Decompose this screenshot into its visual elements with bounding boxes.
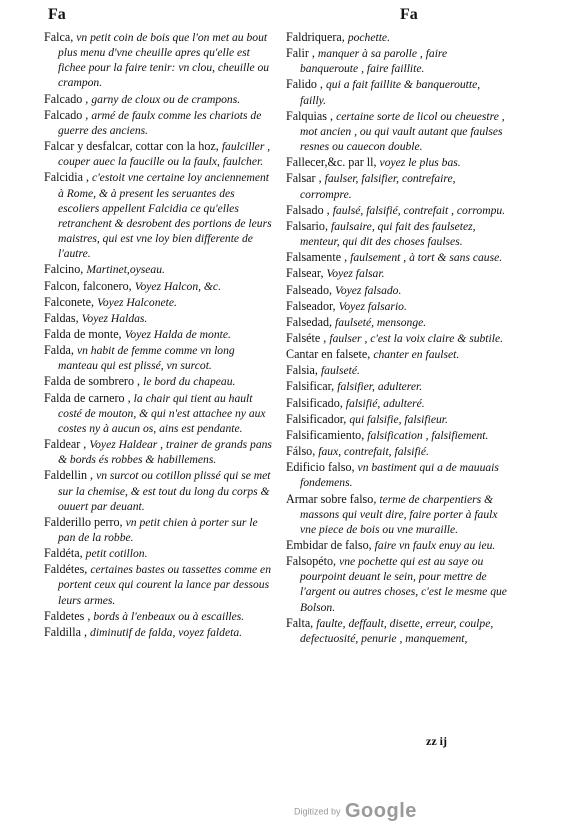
entry-definition: Voyez falsario. <box>338 299 407 313</box>
entry-definition: vn habit de femme comme vn long manteau qui est plissé, vn surcot. <box>58 344 235 373</box>
entry-definition: manquer à sa parolle , faire banqueroute , faire faillite. <box>300 47 448 76</box>
entry-headword: Falseador, <box>286 298 336 313</box>
entry-definition: qui a fait faillite & banqueroutte, failly. <box>300 78 481 107</box>
entry-headword: Falcino, <box>44 262 84 277</box>
entry-definition: bords à l'enbeaux ou à escailles. <box>93 609 245 623</box>
entry-headword: Falda de carnero , <box>44 390 131 405</box>
entry-headword: Falséte , <box>286 330 327 345</box>
dictionary-entry <box>286 396 508 411</box>
entry-definition: faulsement , à tort & sans cause. <box>350 251 503 265</box>
entry-headword: Faldetes , <box>44 608 91 623</box>
entry-definition: terme de charpentiers & massons qui veult dire, faire porter à faulx vne piece de bois ou vne muraille. <box>300 492 498 536</box>
entry-definition: Voyez falsar. <box>326 267 385 281</box>
dictionary-entry <box>286 347 508 362</box>
dictionary-entry <box>286 219 508 249</box>
entry-definition: faulciller , couper auec la faucille ou la faulx, faulcher. <box>58 140 271 169</box>
entry-definition: garny de cloux ou de crampons. <box>91 92 241 106</box>
entry-headword: Falsamente , <box>286 250 348 265</box>
entry-definition: vn petit chien à porter sur le pan de la robbe. <box>58 515 258 544</box>
entry-headword: Falsear, <box>286 266 324 281</box>
entry-headword: Faldéta, <box>44 546 83 561</box>
entry-definition: chanter en faulset. <box>373 348 460 362</box>
entry-definition: Voyez Halconete. <box>97 295 177 309</box>
entry-headword: Falcidia , <box>44 170 90 185</box>
dictionary-entry <box>44 92 272 107</box>
entry-definition: vn surcot ou cotillon plissé qui se met sur la chemise, & est tout du long du corps & ouuert par deuant. <box>58 469 271 513</box>
left-column <box>44 30 272 641</box>
entry-definition: pochette. <box>347 31 390 44</box>
entry-definition: faulsé, falsifié, contrefait , corrompu. <box>332 203 506 217</box>
header-right-guide: Fa <box>400 6 418 23</box>
entry-headword: Cantar en falsete, <box>286 347 371 362</box>
entry-headword: Falir , <box>286 46 315 61</box>
dictionary-entry <box>44 625 272 640</box>
dictionary-entry <box>286 492 508 537</box>
dictionary-entry <box>44 374 272 389</box>
entry-definition: le bord du chapeau. <box>143 375 236 389</box>
entry-definition: Voyez Haldear , trainer de grands pans & bords és robbes & habillemens. <box>58 438 272 467</box>
signature-mark: zz ij <box>426 734 447 748</box>
entry-definition: faulsaire, qui fait des faulsetez, menteur, qui dit des choses faulses. <box>300 219 476 249</box>
dictionary-entry <box>286 379 508 394</box>
entry-definition: petit cotillon. <box>85 547 148 561</box>
entry-definition: Martinet,oyseau. <box>86 263 165 277</box>
right-column <box>286 30 508 647</box>
dictionary-entry <box>286 460 508 490</box>
entry-headword: Falta, <box>286 615 314 630</box>
dictionary-entry <box>44 437 272 467</box>
dictionary-entry <box>44 262 272 277</box>
entry-definition: c'estoit vne certaine loy anciennement à Rome, & à present les seruantes des escoliers appellent Falcidia ce qu'elles retranchent & desrobent des portions de leurs maistres, qui est vne loy bien differente de l'autre. <box>58 171 272 261</box>
watermark-prefix: Digitized by <box>294 806 341 817</box>
entry-headword: Falsario, <box>286 218 328 233</box>
entry-headword: Fallecer,&c. par ll, <box>286 155 377 170</box>
entry-headword: Faldilla , <box>44 624 87 639</box>
entry-headword: Faldas, <box>44 310 79 325</box>
entry-definition: certaine sorte de licol ou cheuestre , mot ancien , ou qui vault autant que faulses resnes ou cauecon double. <box>300 109 505 154</box>
entry-headword: Falcon, falconero, <box>44 278 132 293</box>
entry-headword: Falsificado, <box>286 395 343 410</box>
dictionary-entry <box>44 170 272 261</box>
header-left-guide: Fa <box>48 6 66 23</box>
dictionary-entry <box>286 266 508 281</box>
entry-definition: armé de faulx comme les chariots de guerre des anciens. <box>58 108 262 137</box>
dictionary-entry <box>44 343 272 373</box>
entry-headword: Falda, <box>44 343 74 358</box>
dictionary-entry <box>286 616 508 646</box>
entry-headword: Falda de monte, <box>44 326 122 341</box>
dictionary-entry <box>44 139 272 169</box>
entry-headword: Fálso, <box>286 444 316 459</box>
google-logo: Google <box>344 800 417 822</box>
dictionary-entry <box>44 515 272 545</box>
entry-headword: Faldétes, <box>44 562 88 577</box>
entry-definition: faulseté. <box>320 364 360 378</box>
entry-definition: faulte, deffault, disette, erreur, coulpe, defectuosité, penurie , manquement, <box>300 616 494 645</box>
entry-headword: Falsificar, <box>286 379 335 394</box>
entry-headword: Edificio falso, <box>286 460 355 475</box>
entry-definition: falsifié, adulteré. <box>345 396 425 410</box>
dictionary-entry <box>286 46 508 76</box>
dictionary-entry <box>44 311 272 326</box>
dictionary-entry <box>44 30 272 91</box>
dictionary-entry <box>44 391 272 436</box>
entry-headword: Embidar de falso, <box>286 538 372 552</box>
dictionary-entry <box>286 299 508 314</box>
entry-definition: faire vn faulx enuy au ieu. <box>374 539 496 552</box>
dictionary-entry <box>286 283 508 298</box>
entry-definition: faux, contrefait, falsifié. <box>318 445 429 459</box>
entry-definition: Voyez Haldas. <box>81 311 148 325</box>
dictionary-entry <box>44 327 272 342</box>
dictionary-entry <box>286 155 508 170</box>
entry-headword: Falsificamiento, <box>286 427 365 442</box>
dictionary-entry <box>44 468 272 513</box>
dictionary-entry <box>286 203 508 218</box>
entry-definition: Voyez Halcon, &c. <box>134 279 221 293</box>
entry-definition: vne pochette qui est au saye ou pourpoint deuant le sein, pour mettre de l'argent ou autres choses, c'est le mesme que Bolson. <box>300 555 507 614</box>
dictionary-entry <box>286 538 508 553</box>
dictionary-entry <box>44 546 272 561</box>
entry-headword: Falsificador, <box>286 411 347 426</box>
entry-headword: Falseado, <box>286 282 333 297</box>
entry-definition: Voyez falsado. <box>335 283 402 297</box>
entry-definition: faulser , c'est la voix claire & subtile. <box>329 331 504 345</box>
digitized-watermark <box>294 800 417 823</box>
entry-headword: Falda de sombrero , <box>44 374 141 389</box>
entry-headword: Faldear , <box>44 437 87 452</box>
dictionary-entry <box>44 609 272 624</box>
dictionary-entry <box>286 171 508 201</box>
dictionary-entry <box>44 279 272 294</box>
entry-definition: falsifier, adulterer. <box>337 380 423 394</box>
dictionary-entry <box>44 562 272 607</box>
dictionary-entry <box>44 108 272 138</box>
entry-headword: Falsedad, <box>286 314 333 329</box>
dictionary-entry <box>286 412 508 427</box>
entry-definition: certaines bastes ou tassettes comme en portent ceux qui courent la lance par dessous leurs armes. <box>58 563 271 607</box>
entry-headword: Falsado , <box>286 202 330 217</box>
entry-definition: la chair qui tient au hault costé de mouton, & qui n'est attachee ny aux costes ny à aucun os, ains est pendante. <box>58 391 266 435</box>
entry-headword: Faldriquera, <box>286 30 345 44</box>
entry-headword: Falsopéto, <box>286 554 337 569</box>
dictionary-entry <box>286 30 508 45</box>
dictionary-entry <box>286 331 508 346</box>
dictionary-entry <box>44 295 272 310</box>
entry-definition: faulser, falsifier, contrefaire, corrompre. <box>300 172 456 201</box>
entry-headword: Armar sobre falso, <box>286 491 377 506</box>
entry-definition: vn bastiment qui a de mauuais fondemens. <box>300 461 499 490</box>
entry-headword: Falsar , <box>286 171 322 186</box>
entry-definition: falsification , falsifiement. <box>367 428 489 442</box>
dictionary-entry <box>286 444 508 459</box>
entry-headword: Falcar y desfalcar, cottar con la hoz, <box>44 139 219 154</box>
entry-definition: voyez le plus bas. <box>379 156 461 170</box>
entry-headword: Faldellin , <box>44 468 94 483</box>
entry-definition: vn petit coin de bois que l'on met au bout plus menu d'vne cheuille apres qu'elle est fichee pour la faire tenir: vn clou, cheuille ou crampon. <box>58 31 270 90</box>
entry-headword: Falca, <box>44 30 74 44</box>
dictionary-entry <box>286 363 508 378</box>
entry-definition: Voyez Halda de monte. <box>124 327 231 341</box>
entry-definition: qui falsifie, falsifieur. <box>349 412 448 426</box>
entry-headword: Falcado , <box>44 91 89 106</box>
dictionary-entry <box>286 250 508 265</box>
dictionary-entry <box>286 109 508 154</box>
entry-headword: Falderillo perro, <box>44 514 123 529</box>
entry-headword: Falquias , <box>286 108 334 123</box>
entry-headword: Falsia, <box>286 363 318 378</box>
entry-headword: Falido , <box>286 77 323 92</box>
page-header <box>0 6 571 28</box>
entry-definition: faulseté, mensonge. <box>335 315 427 329</box>
dictionary-entry <box>286 428 508 443</box>
dictionary-entry <box>286 315 508 330</box>
dictionary-entry <box>286 77 508 107</box>
entry-headword: Falcado , <box>44 107 89 122</box>
dictionary-entry <box>286 554 508 615</box>
entry-definition: diminutif de falda, voyez faldeta. <box>90 625 243 639</box>
entry-headword: Falconete, <box>44 294 95 309</box>
